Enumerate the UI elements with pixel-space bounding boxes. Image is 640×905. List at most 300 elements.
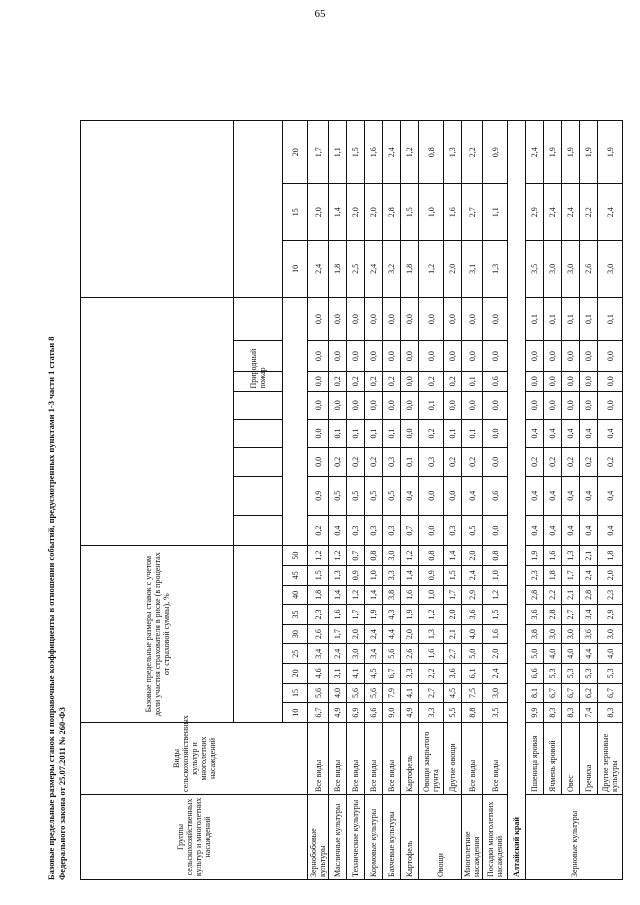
- base-rate-cell: 0,9: [419, 565, 444, 585]
- coefficient-cell: 0,2: [444, 448, 462, 476]
- coefficient-cell: 0,0: [580, 371, 598, 391]
- coefficient-cell: 0,4: [526, 419, 544, 447]
- base-rate-cell: 4,5: [444, 683, 462, 703]
- max-rate-cell: 2,0: [444, 241, 462, 298]
- header-base-rates: Базовые предельные размеры ставок с учетом доли участия страхователя в риске (в процентах от страховой суммы), %: [81, 546, 234, 723]
- header-base-spacer: [234, 546, 283, 723]
- crop-kind-cell: Овощи закрытого грунта: [419, 722, 444, 794]
- coefficient-cell: 0,2: [365, 371, 383, 391]
- base-rate-cell: 2,0: [598, 565, 623, 585]
- max-rate-cell: 3,2: [383, 241, 401, 298]
- max-rate-cell: 1,5: [401, 184, 419, 241]
- base-rate-cell: 5,6: [308, 683, 329, 703]
- coefficient-cell: 0,3: [383, 448, 401, 476]
- coefficient-cell: 0,2: [308, 515, 329, 546]
- base-rate-cell: 2,9: [598, 605, 623, 625]
- crop-kind-cell: Ячмень яровой: [544, 722, 562, 794]
- coefficient-cell: 0,1: [580, 297, 598, 341]
- base-rate-cell: 9,9: [526, 703, 544, 723]
- coefficient-cell: 0,1: [347, 419, 365, 447]
- coefficient-cell: 0,5: [365, 476, 383, 515]
- header-weather-events: [234, 515, 283, 546]
- coefficient-cell: 0,2: [419, 419, 444, 447]
- max-rate-cell: 1,8: [329, 241, 347, 298]
- base-rate-cell: 2,4: [483, 664, 508, 684]
- coefficient-cell: 0,2: [383, 371, 401, 391]
- max-share-col: 10: [283, 241, 308, 298]
- base-rate-cell: 5,5: [444, 703, 462, 723]
- coefficient-cell: 0,1: [462, 371, 483, 391]
- coefficient-cell: 0,0: [383, 341, 401, 372]
- coefficient-cell: 0,4: [544, 419, 562, 447]
- crop-group-cell: Картофель: [401, 794, 419, 879]
- base-rate-cell: 3,8: [383, 585, 401, 605]
- base-rate-cell: 6,2: [580, 683, 598, 703]
- base-rate-cell: 4,0: [544, 644, 562, 664]
- coefficient-cell: 0,2: [365, 448, 383, 476]
- max-rate-cell: 2,2: [462, 121, 483, 184]
- max-rate-cell: 1,1: [329, 121, 347, 184]
- base-rate-cell: 3,6: [462, 605, 483, 625]
- coefficient-cell: 0,0: [462, 341, 483, 372]
- share-col: 10: [283, 703, 308, 723]
- coefficient-cell: 0,1: [419, 391, 444, 419]
- base-rate-cell: 4,0: [598, 644, 623, 664]
- base-rate-cell: 4,9: [329, 703, 347, 723]
- base-rate-cell: 0,8: [419, 546, 444, 566]
- coefficient-cell: 0,0: [544, 391, 562, 419]
- base-rate-cell: 2,8: [580, 585, 598, 605]
- base-rate-cell: 8,1: [526, 683, 544, 703]
- coefficient-cell: 0,4: [598, 419, 623, 447]
- coefficient-cell: 0,0: [462, 297, 483, 341]
- base-rate-cell: 1,4: [444, 546, 462, 566]
- coefficient-cell: 0,3: [347, 515, 365, 546]
- coefficient-cell: 0,2: [526, 448, 544, 476]
- table-row: [419, 121, 444, 880]
- max-rate-cell: 1,2: [419, 241, 444, 298]
- base-rate-cell: 6,7: [544, 683, 562, 703]
- base-rate-cell: 5,0: [526, 644, 544, 664]
- coefficient-cell: 0,0: [401, 419, 419, 447]
- base-rate-cell: 1,8: [544, 565, 562, 585]
- crop-group-cell: Бахчевые культуры: [383, 794, 401, 879]
- base-rate-cell: 5,3: [544, 664, 562, 684]
- crop-group-cell: Масличные культуры: [329, 794, 347, 879]
- max-rate-cell: 1,9: [544, 121, 562, 184]
- base-rate-cell: 3,0: [483, 683, 508, 703]
- base-rate-cell: 1,3: [562, 546, 580, 566]
- coefficient-cell: 0,2: [544, 448, 562, 476]
- coefficient-cell: 0,0: [526, 391, 544, 419]
- base-rate-cell: 1,6: [544, 546, 562, 566]
- crop-kind-cell: Пшеница яровая: [526, 722, 544, 794]
- header-hail: [234, 476, 283, 515]
- base-rate-cell: 1,0: [365, 565, 383, 585]
- coefficient-cell: 0,0: [347, 341, 365, 372]
- coefficient-cell: 0,0: [365, 341, 383, 372]
- coefficient-cell: 0,4: [462, 476, 483, 515]
- base-rate-cell: 1,2: [401, 546, 419, 566]
- base-rate-cell: 3,4: [365, 644, 383, 664]
- crop-kind-cell: Овес: [562, 722, 580, 794]
- coefficient-cell: 0,2: [444, 371, 462, 391]
- crop-group-cell: Кормовые культуры: [365, 794, 383, 879]
- base-rate-cell: 3,4: [308, 644, 329, 664]
- coefficient-cell: 0,0: [444, 391, 462, 419]
- base-rate-cell: 4,1: [401, 683, 419, 703]
- table-row: [365, 121, 383, 880]
- coefficient-cell: 0,0: [526, 371, 544, 391]
- base-rate-cell: 2,1: [444, 624, 462, 644]
- coefficient-cell: 0,0: [308, 448, 329, 476]
- coefficient-cell: 0,3: [365, 515, 383, 546]
- base-rate-cell: 2,8: [526, 585, 544, 605]
- base-rate-cell: 3,3: [419, 703, 444, 723]
- coefficient-cell: 0,1: [401, 448, 419, 476]
- max-rate-cell: 2,4: [598, 184, 623, 241]
- table-row: [462, 121, 483, 880]
- base-rate-cell: 1,4: [329, 585, 347, 605]
- coefficient-cell: 0,0: [401, 371, 419, 391]
- coefficient-cell: 0,1: [329, 419, 347, 447]
- base-rate-cell: 0,7: [347, 546, 365, 566]
- coefficient-cell: 0,3: [444, 515, 462, 546]
- rates-table: [80, 120, 623, 880]
- coefficient-cell: 0,0: [598, 391, 623, 419]
- base-rate-cell: 1,5: [308, 565, 329, 585]
- coefficient-cell: 0,0: [401, 391, 419, 419]
- table-row: [329, 121, 347, 880]
- coefficient-cell: 0,0: [329, 341, 347, 372]
- header-fire: [234, 391, 283, 419]
- base-rate-cell: 4,9: [401, 703, 419, 723]
- base-rate-cell: 3,3: [401, 664, 419, 684]
- coefficient-cell: 0,1: [544, 297, 562, 341]
- base-rate-cell: 4,4: [580, 644, 598, 664]
- base-rate-cell: 2,0: [401, 624, 419, 644]
- page-number: 65: [314, 8, 326, 20]
- coefficient-cell: 0,0: [483, 391, 508, 419]
- coefficient-cell: 0,0: [365, 297, 383, 341]
- max-rate-cell: 2,0: [347, 184, 365, 241]
- max-rate-cell: 1,7: [308, 121, 329, 184]
- coefficient-cell: 0,0: [419, 297, 444, 341]
- crop-kind-cell: Все виды: [383, 722, 401, 794]
- coefficient-cell: 0,0: [347, 391, 365, 419]
- base-rate-cell: 3,0: [562, 624, 580, 644]
- coefficient-cell: 0,0: [444, 297, 462, 341]
- base-rate-cell: 2,0: [483, 644, 508, 664]
- base-rate-cell: 4,3: [383, 605, 401, 625]
- base-rate-cell: 3,6: [526, 605, 544, 625]
- base-rate-cell: 6,7: [598, 683, 623, 703]
- base-rate-cell: 2,3: [598, 585, 623, 605]
- coefficient-cell: 0,6: [483, 371, 508, 391]
- base-rate-cell: 2,1: [562, 585, 580, 605]
- coefficient-cell: 0,3: [383, 515, 401, 546]
- share-col: 30: [283, 624, 308, 644]
- table-row: [383, 121, 401, 880]
- base-rate-cell: 1,8: [308, 585, 329, 605]
- base-rate-cell: 2,3: [526, 565, 544, 585]
- base-rate-cell: 1,5: [483, 605, 508, 625]
- header-coefficients: [81, 297, 234, 546]
- table-row: [598, 121, 623, 880]
- coefficient-cell: 0,0: [562, 341, 580, 372]
- max-rate-cell: 2,9: [526, 184, 544, 241]
- coefficient-cell: 0,4: [526, 476, 544, 515]
- coefficient-cell: 0,0: [483, 419, 508, 447]
- max-rate-cell: 2,4: [365, 241, 383, 298]
- crop-group-cell: Зерновые культуры: [526, 794, 623, 879]
- coefficient-cell: 0,0: [383, 391, 401, 419]
- base-rate-cell: 8,3: [598, 703, 623, 723]
- base-rate-cell: 1,7: [329, 624, 347, 644]
- base-rate-cell: 1,8: [598, 546, 623, 566]
- max-rate-cell: 2,0: [365, 184, 383, 241]
- base-rate-cell: 2,0: [347, 624, 365, 644]
- base-rate-cell: 3,3: [383, 565, 401, 585]
- share-col: 20: [283, 664, 308, 684]
- max-rate-cell: 1,5: [347, 121, 365, 184]
- coefficient-cell: 0,0: [526, 341, 544, 372]
- coefficient-cell: 0,0: [483, 341, 508, 372]
- coefficient-cell: 0,1: [383, 419, 401, 447]
- base-rate-cell: 2,9: [462, 585, 483, 605]
- max-share-col: 15: [283, 184, 308, 241]
- coefficient-cell: 0,0: [444, 476, 462, 515]
- max-rate-cell: 3,0: [598, 241, 623, 298]
- coefficient-cell: 0,0: [598, 341, 623, 372]
- base-rate-cell: 5,0: [462, 644, 483, 664]
- base-rate-cell: 2,3: [308, 605, 329, 625]
- table-row: [483, 121, 508, 880]
- coefficient-cell: 0,1: [562, 297, 580, 341]
- base-rate-cell: 2,4: [580, 565, 598, 585]
- max-rate-cell: 2,4: [562, 184, 580, 241]
- base-rate-cell: 2,6: [401, 644, 419, 664]
- base-rate-cell: 7,5: [462, 683, 483, 703]
- crop-kind-cell: Гречиха: [580, 722, 598, 794]
- coefficient-cell: 0,0: [308, 391, 329, 419]
- coefficient-cell: 0,0: [544, 341, 562, 372]
- coefficient-cell: 0,0: [329, 391, 347, 419]
- max-rate-cell: 2,4: [308, 241, 329, 298]
- coefficient-cell: 0,0: [308, 297, 329, 341]
- base-rate-cell: 6,9: [347, 703, 365, 723]
- base-rate-cell: 1,9: [526, 546, 544, 566]
- base-rate-cell: 8,3: [544, 703, 562, 723]
- base-rate-cell: 1,6: [329, 605, 347, 625]
- base-rate-cell: 2,2: [544, 585, 562, 605]
- base-rate-cell: 3,4: [580, 605, 598, 625]
- base-rate-cell: 5,6: [347, 683, 365, 703]
- max-rate-cell: 1,1: [483, 184, 508, 241]
- base-rate-cell: 1,9: [365, 605, 383, 625]
- header-crop-kind: Виды сельскохозяйственных культур и многолетних насаждений: [81, 722, 308, 794]
- base-rate-cell: 2,7: [419, 683, 444, 703]
- coefficient-cell: 0,6: [483, 476, 508, 515]
- base-rate-cell: 4,5: [365, 664, 383, 684]
- table-row: [401, 121, 419, 880]
- coefficient-cell: 0,0: [483, 297, 508, 341]
- base-rate-cell: 1,7: [347, 605, 365, 625]
- base-rate-cell: 3,6: [444, 664, 462, 684]
- base-rate-cell: 2,7: [562, 605, 580, 625]
- coefficient-cell: 0,0: [462, 391, 483, 419]
- coefficient-cell: 0,0: [401, 297, 419, 341]
- max-rate-cell: 2,7: [462, 184, 483, 241]
- max-rate-cell: 1,4: [329, 184, 347, 241]
- crop-kind-cell: Картофель: [401, 722, 419, 794]
- share-col: 50: [283, 546, 308, 566]
- coefficient-cell: 0,0: [483, 448, 508, 476]
- header-max-spacer: [234, 121, 283, 298]
- base-rate-cell: 1,2: [419, 605, 444, 625]
- max-rate-cell: 2,4: [383, 121, 401, 184]
- header-crop-group: Группы сельскохозяйственных культур и многолетних насаждений: [81, 794, 308, 879]
- base-rate-cell: 7,4: [580, 703, 598, 723]
- coefficient-cell: 0,2: [329, 371, 347, 391]
- base-rate-cell: 3,0: [544, 624, 562, 644]
- base-rate-cell: 1,2: [347, 585, 365, 605]
- base-rate-cell: 1,0: [419, 585, 444, 605]
- crop-group-cell: Посадки многолетних насаждений: [483, 794, 508, 879]
- header-coefficient-spacer: [283, 297, 308, 546]
- base-rate-cell: 4,0: [329, 683, 347, 703]
- base-rate-cell: 2,4: [365, 624, 383, 644]
- coefficient-cell: 0,7: [401, 515, 419, 546]
- coefficient-cell: 0,4: [580, 419, 598, 447]
- table-row: [347, 121, 365, 880]
- coefficient-cell: 0,1: [526, 297, 544, 341]
- base-rate-cell: 1,7: [562, 565, 580, 585]
- table-row: [308, 121, 329, 880]
- max-rate-cell: 1,9: [562, 121, 580, 184]
- coefficient-cell: 0,0: [544, 371, 562, 391]
- base-rate-cell: 3,0: [383, 546, 401, 566]
- coefficient-cell: 0,0: [444, 341, 462, 372]
- base-rate-cell: 2,0: [462, 546, 483, 566]
- base-rate-cell: 8,8: [462, 703, 483, 723]
- rotated-table-page: [40, 80, 640, 880]
- coefficient-cell: 0,1: [365, 419, 383, 447]
- coefficient-cell: 0,4: [562, 476, 580, 515]
- coefficient-cell: 0,0: [483, 515, 508, 546]
- max-rate-cell: 2,4: [544, 184, 562, 241]
- coefficient-cell: 0,2: [562, 448, 580, 476]
- table-row: [544, 121, 562, 880]
- base-rate-cell: 2,7: [444, 644, 462, 664]
- base-rate-cell: 1,2: [308, 546, 329, 566]
- header-max-rates: [81, 121, 234, 298]
- base-rate-cell: 1,3: [329, 565, 347, 585]
- base-rate-cell: 1,4: [365, 585, 383, 605]
- base-rate-cell: 2,0: [444, 605, 462, 625]
- base-rate-cell: 1,2: [483, 585, 508, 605]
- crop-group-cell: Технические культуры: [347, 794, 365, 879]
- base-rate-cell: 4,4: [383, 624, 401, 644]
- max-rate-cell: 0,9: [483, 121, 508, 184]
- table-row: [526, 121, 544, 880]
- coefficient-cell: 0,4: [544, 515, 562, 546]
- coefficient-cell: 0,0: [419, 476, 444, 515]
- base-rate-cell: 3,8: [526, 624, 544, 644]
- base-rate-cell: 0,8: [365, 546, 383, 566]
- max-rate-cell: 3,0: [544, 241, 562, 298]
- max-rate-cell: 1,0: [419, 184, 444, 241]
- crop-group-cell: Многолетние насаждения: [462, 794, 483, 879]
- crop-kind-cell: Другие овощи: [444, 722, 462, 794]
- base-rate-cell: 6,7: [308, 703, 329, 723]
- coefficient-cell: 0,4: [562, 419, 580, 447]
- share-col: 25: [283, 644, 308, 664]
- crop-kind-cell: Все виды: [308, 722, 329, 794]
- share-col: 35: [283, 605, 308, 625]
- crop-group-cell: Зернобобовые культуры: [308, 794, 329, 879]
- max-rate-cell: 2,8: [383, 184, 401, 241]
- crop-kind-cell: Все виды: [329, 722, 347, 794]
- base-rate-cell: 1,3: [419, 624, 444, 644]
- coefficient-cell: 0,2: [347, 371, 365, 391]
- base-rate-cell: 4,0: [462, 624, 483, 644]
- base-rate-cell: 5,6: [365, 683, 383, 703]
- coefficient-cell: 0,2: [419, 371, 444, 391]
- table-row: [580, 121, 598, 880]
- document-title-line-1: Базовые предельные размеры ставок и поправочные коэффициенты в отношении событий, предусмотренных пунктами 1-3 части 1 статьи 8: [46, 336, 56, 880]
- share-col: 45: [283, 565, 308, 585]
- coefficient-cell: 0,0: [580, 341, 598, 372]
- base-rate-cell: 1,6: [419, 644, 444, 664]
- coefficient-cell: 0,1: [598, 297, 623, 341]
- base-rate-cell: 8,3: [562, 703, 580, 723]
- coefficient-cell: 0,0: [562, 371, 580, 391]
- crop-kind-cell: Все виды: [483, 722, 508, 794]
- max-rate-cell: 1,3: [483, 241, 508, 298]
- coefficient-cell: 0,4: [401, 476, 419, 515]
- coefficient-cell: 0,2: [462, 448, 483, 476]
- base-rate-cell: 1,9: [401, 605, 419, 625]
- header-epiphytotic: [234, 297, 283, 341]
- coefficient-cell: 0,0: [562, 391, 580, 419]
- base-rate-cell: 9,0: [383, 703, 401, 723]
- coefficient-cell: 0,0: [308, 341, 329, 372]
- region-label: Алтайский край: [508, 121, 526, 880]
- base-rate-cell: 2,2: [419, 664, 444, 684]
- coefficient-cell: 0,3: [419, 448, 444, 476]
- base-rate-cell: 3,6: [580, 624, 598, 644]
- coefficient-cell: 0,2: [598, 448, 623, 476]
- max-rate-cell: 2,0: [308, 184, 329, 241]
- table-body: [308, 121, 623, 880]
- max-rate-cell: 2,5: [347, 241, 365, 298]
- base-rate-cell: 6,6: [526, 664, 544, 684]
- coefficient-cell: 0,0: [419, 341, 444, 372]
- max-rate-cell: 2,6: [580, 241, 598, 298]
- coefficient-cell: 0,2: [329, 448, 347, 476]
- coefficient-cell: 0,0: [401, 341, 419, 372]
- coefficient-cell: 0,5: [347, 476, 365, 515]
- max-rate-cell: 1,8: [401, 241, 419, 298]
- base-rate-cell: 2,1: [580, 546, 598, 566]
- document-title: [46, 120, 74, 880]
- max-rate-cell: 1,6: [444, 184, 462, 241]
- base-rate-cell: 4,6: [308, 664, 329, 684]
- document-title-line-2: Федерального закона от 25.07.2011 № 260-ФЗ: [57, 707, 67, 880]
- coefficient-cell: 0,0: [329, 297, 347, 341]
- base-rate-cell: 4,1: [347, 664, 365, 684]
